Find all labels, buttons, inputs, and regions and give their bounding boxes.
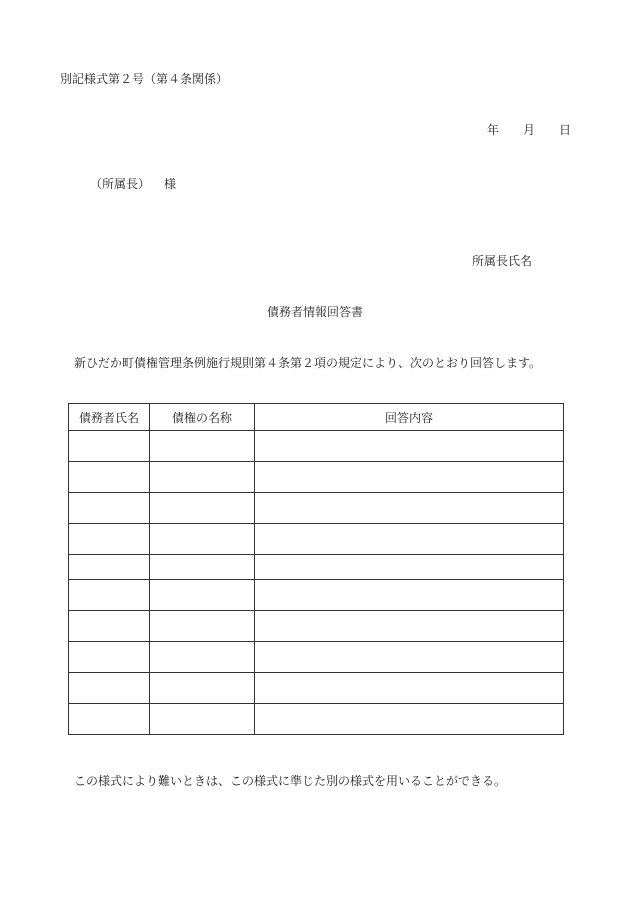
cell-debtor-name[interactable] bbox=[69, 524, 150, 555]
cell-claim-name[interactable] bbox=[150, 642, 255, 673]
column-header-response: 回答内容 bbox=[255, 404, 564, 431]
table-row bbox=[69, 611, 564, 642]
table-row bbox=[69, 524, 564, 555]
column-header-claim-name: 債権の名称 bbox=[150, 404, 255, 431]
cell-debtor-name[interactable] bbox=[69, 580, 150, 611]
cell-claim-name[interactable] bbox=[150, 580, 255, 611]
cell-claim-name[interactable] bbox=[150, 673, 255, 704]
cell-debtor-name[interactable] bbox=[69, 704, 150, 735]
table-header-row bbox=[69, 404, 564, 431]
date-line bbox=[487, 123, 571, 137]
date-day-label: 日 bbox=[559, 123, 572, 137]
cell-debtor-name[interactable] bbox=[69, 493, 150, 524]
footnote-text: この様式により難いときは、この様式に準じた別の様式を用いることができる。 bbox=[74, 774, 507, 788]
table-row bbox=[69, 555, 564, 580]
cell-claim-name[interactable] bbox=[150, 611, 255, 642]
cell-debtor-name[interactable] bbox=[69, 431, 150, 462]
cell-debtor-name[interactable] bbox=[69, 611, 150, 642]
addressee bbox=[90, 177, 176, 191]
table-row bbox=[69, 704, 564, 735]
cell-response[interactable] bbox=[255, 555, 564, 580]
cell-debtor-name[interactable] bbox=[69, 555, 150, 580]
cell-debtor-name[interactable] bbox=[69, 462, 150, 493]
addressee-honorific: 様 bbox=[164, 177, 177, 191]
column-header-debtor-name: 債務者氏名 bbox=[69, 404, 150, 431]
cell-debtor-name[interactable] bbox=[69, 642, 150, 673]
document-title: 債務者情報回答書 bbox=[266, 305, 363, 319]
cell-response[interactable] bbox=[255, 431, 564, 462]
table-row bbox=[69, 431, 564, 462]
cell-claim-name[interactable] bbox=[150, 431, 255, 462]
table-row bbox=[69, 642, 564, 673]
cell-claim-name[interactable] bbox=[150, 493, 255, 524]
date-year-label: 年 bbox=[487, 123, 500, 137]
table-row bbox=[69, 493, 564, 524]
cell-response[interactable] bbox=[255, 673, 564, 704]
form-number: 別記様式第２号（第４条関係） bbox=[60, 72, 229, 86]
cell-response[interactable] bbox=[255, 493, 564, 524]
response-table bbox=[68, 403, 564, 735]
cell-response[interactable] bbox=[255, 524, 564, 555]
cell-response[interactable] bbox=[255, 611, 564, 642]
cell-claim-name[interactable] bbox=[150, 555, 255, 580]
addressee-title: （所属長） bbox=[90, 177, 151, 191]
cell-claim-name[interactable] bbox=[150, 462, 255, 493]
table-row bbox=[69, 580, 564, 611]
cell-claim-name[interactable] bbox=[150, 524, 255, 555]
signer-name-label: 所属長氏名 bbox=[472, 254, 533, 268]
cell-response[interactable] bbox=[255, 704, 564, 735]
cell-debtor-name[interactable] bbox=[69, 673, 150, 704]
intro-text: 新ひだか町債権管理条例施行規則第４条第２項の規定により、次のとおり回答します。 bbox=[74, 356, 542, 370]
cell-response[interactable] bbox=[255, 580, 564, 611]
table-row bbox=[69, 462, 564, 493]
cell-claim-name[interactable] bbox=[150, 704, 255, 735]
cell-response[interactable] bbox=[255, 642, 564, 673]
cell-response[interactable] bbox=[255, 462, 564, 493]
table-row bbox=[69, 673, 564, 704]
date-month-label: 月 bbox=[523, 123, 536, 137]
